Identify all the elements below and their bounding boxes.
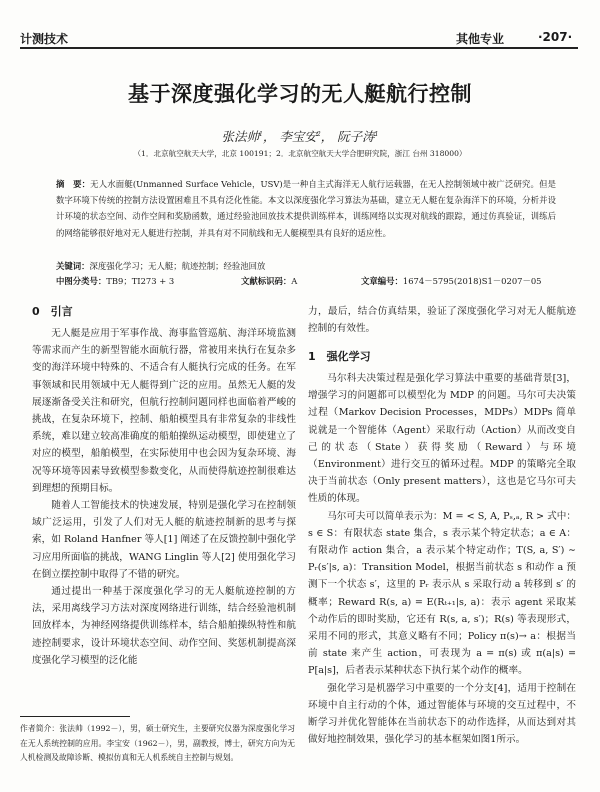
author-mark: 1 [259,130,263,138]
clc-value: TB9；TI273 + 3 [106,276,175,286]
right-column-intro [308,303,576,337]
paragraph: 无人艇是应用于军事作战、海事监管巡航、海洋环境监测等需求而产生的新型智能水面航行器，常被用来执行在复杂多变的海洋环境中特殊的、不适合有人艇执行完成的任务。在军事领域和民用领域中无人艇得到广泛的应用。虽然无人艇的发展逐渐备受关注和研究，但航行控制问题同样也面临着严峻的挑战，在复杂环境下，控制、船舶模型具有非常复杂的非线性系统，难以建立较高准确度的船舶操纵运动模型，即使建立了对应的模型，船舶模型，在实际使用中也会因为复杂环境、海况等环境等因素导致模型参数变化，从而使得航迹控制很难达到理想的预期目标。 [32,328,296,494]
page-number: ·207· [538,30,573,44]
article-no-label: 文章编号： [361,276,403,286]
clc-label: 中图分类号： [56,276,107,286]
paragraph: 随着人工智能技术的快速发展，特别是强化学习在控制领域广泛运用，引发了人们对无人艇的航迹控制新的思考与探索，如 Roland Hanfner 等人[1] 阐述了在反馈控制中强化学习应用所面临的挑战，WANG Linglin 等人[2] 使用强化学习在倒立摆控制中取得了不错的研究。 [32,500,296,580]
paragraph: 通过提出一种基于深度强化学习的无人艇航迹控制的方法，采用离线学习方法对深度网络进行训练，结合经验池机制回放样本，为神经网络提供训练样本，结合船舶操纵特性和航迹控制要求，设计环境状态空间、动作空间、奖惩机制提高深度强化学习模型的泛化能 [32,586,296,666]
section-0-title: 0 引言 [32,305,73,318]
right-column-body [308,370,576,748]
doc-code-label: 文献标识码： [241,276,292,286]
author-name: 阮子涛 [337,129,375,144]
affiliations: （1．北京航空航天大学，北京 100191；2．北京航空航天大学合肥研究院，浙江 台州 318000） [133,149,467,158]
keywords-text: 深度强化学习；无人艇；航迹控制；经验池回放 [89,261,266,271]
abstract [56,176,556,241]
footnote-rule [20,716,130,717]
keywords-label: 关键词： [56,261,90,271]
left-column-body [32,325,296,669]
doc-code-value: A [291,276,298,286]
section-name: 其他专业 [456,32,505,46]
abstract-text: 无人水面艇(Unmanned Surface Vehicle，USV)是一种自主式海洋无人航行运载器，在无人控制领域中被广泛研究。但是数字环境下传统的控制方法设置困难且不具有泛化性能。本文以深度强化学习算法为基础，建立无人艇在复杂海洋下的环境，分析并设计环境的状态空间、动作空间和奖励函数，通过经验池回放技术提供训练样本，训练网络以实现对航线的跟踪，通过仿真验证，训练后的网络能够很好地对无人艇进行控制，并具有对不同航线和无人艇模型具有良好的适应性。 [56,179,556,238]
paragraph: 马尔可夫可以简单表示为：M = < S, A, Pₛ,ₐ, R > 式中：s ∈ S：有限状态 state 集合，s 表示某个特定状态；a ∈ A：有限动作 action 集合，a 表示某个特定动作；T(S, a, S′) ∼ Pᵣ(s′|s, a)：Transition Model，根据当前状态 s 和动作 a 预测下一个状态 s′，这里的 Pᵣ 表示从 s 采取行动 a 转移到 s′ 的概率；Reward R(s, a) = E(Rₜ₊₁|s, a)：表示 agent 采取某个动作后的即时奖励，它还有 R(s, a, s′)；R(s) 等表现形式，采用不同的形式，其意义略有不同；Policy π(s)→ a：根据当前 state 来产生 action，可表现为 a = π(s) 或 π(a|s) = P[a|s]，后者表示某种状态下执行某个动作的概率。 [308,510,576,677]
journal-name: 计测技术 [20,32,69,46]
author-mark: 1 [374,130,379,138]
keywords [56,259,556,273]
classification-line [56,274,556,288]
paragraph: 强化学习是机器学习中重要的一个分支[4]，适用于控制在环境中自主行动的个体，通过智能体与环境的交互过程中，不断学习并优化智能体在当前状态下的动作选择，从而达到对其做好地控制效果，强化学习的基本框架如图1所示。 [308,682,576,746]
paragraph: 力，最后，结合仿真结果，验证了深度强化学习对无人艇航迹控制的有效性。 [308,306,576,335]
author-name: 李宝安 [279,129,317,144]
author-footnote: 作者简介：张法帅（1992－），男，硕士研究生，主要研究仪器为深度强化学习在无人系统控制的应用。李宝安（1962－），男，副教授，博士，研究方向为无人机检测及故障诊断、模拟仿真和无人机系统自主控制与规划。 [20,724,295,762]
author-mark: 2 [316,130,321,138]
article-no-value: 1674－5795(2018)S1－0207－05 [402,276,542,286]
paragraph: 马尔科夫决策过程是强化学习算法中重要的基础背景[3]，增强学习的问题都可以模型化为 MDP 的问题。马尔可夫决策过程（Markov Decision Processes，MDPs）MDPs 简单说就是一个智能体（Agent）采取行动（Action）从而改变自己的状态（State）获得奖励（Reward）与环境（Environment）进行交互的循环过程。MDP 的策略完全取决于当前状态（Only present matters），这也是它马尔可夫性质的体现。 [308,373,576,505]
author-name: 张法帅 [221,129,260,144]
author-list: 张法帅$^1$， 李宝安$^2$， 阮子涛$^1$ [221,129,379,144]
section-1-title: 1 强化学习 [308,350,371,363]
paper-title: 基于深度强化学习的无人艇航行控制 [128,82,472,106]
header-rule [20,47,578,49]
abstract-label: 摘 要： [56,179,91,189]
